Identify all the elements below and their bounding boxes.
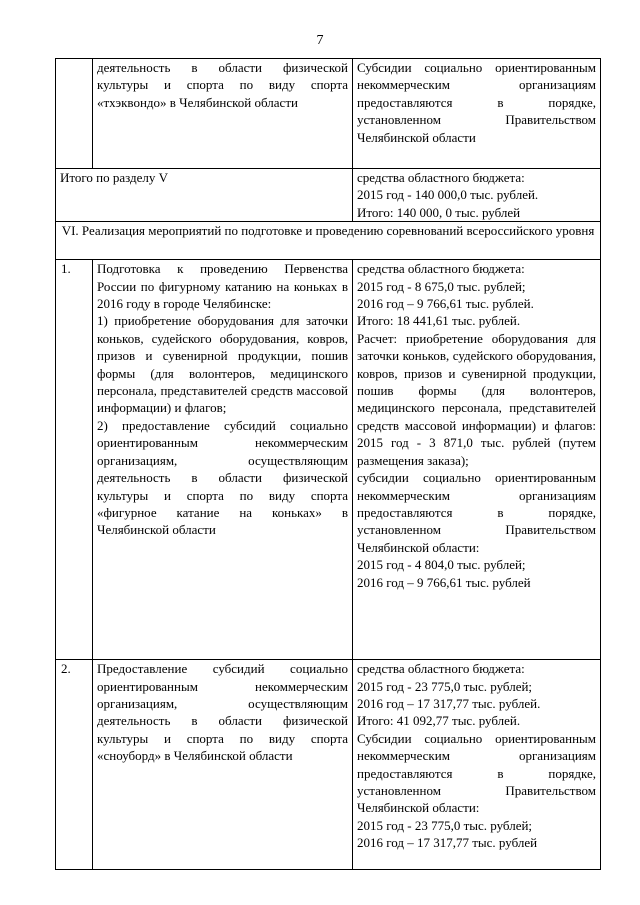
funding-line: 2015 год - 23 775,0 тыс. рублей; [357,678,533,694]
funding-line: 2015 год - 8 675,0 тыс. рублей; [357,278,526,294]
row-number-cell: 1. [56,260,93,660]
description-paragraph: Предоставление субсидий социально ориентированным некоммерческим организациям, осуществляющим деятельность в области физической культуры и спорта по виду спорта «сноуборд» в Челябинской области [97,661,348,764]
table-row-continuation [56,59,601,169]
section-vi-header-row [56,222,601,260]
funding-cell [353,660,601,870]
funding-cell [353,59,601,169]
page-number: 7 [316,33,324,48]
description-paragraph: 2) предоставление субсидий социально ориентированным некоммерческим организациям, осуществляющим деятельность в области физической культуры и спорта по виду спорта «фигурное катание на коньках» в Челябинской области [97,417,348,538]
funding-cell [353,260,601,660]
funding-line: 2015 год - 4 804,0 тыс. рублей; [357,557,526,573]
funding-line: средства областного бюджета: [357,261,525,277]
funding-line: Итого: 140 000, 0 тыс. рублей [357,204,521,220]
description-paragraph: 1) приобретение оборудования для заточки коньков, судейского оборудования, ковров, призов и сувенирной продукции, пошив формы (для волонтеров, медицинского персонала, представителей средств массовой информации) и флагов; [97,313,348,416]
section-vi-heading: VI. Реализация мероприятий по подготовке и проведению соревнований всероссийского уровня [56,222,601,260]
funding-line: 2015 год - 140 000,0 тыс. рублей. [357,187,539,203]
program-table [55,58,601,870]
funding-cell [353,169,601,222]
funding-line: Субсидии социально ориентированным некоммерческим организациям предоставляются в порядке, установленном Правительством Челябинской области: [357,730,596,816]
table-row [56,660,601,870]
funding-line: Итого: 41 092,77 тыс. рублей. [357,713,521,729]
measure-description [93,260,353,660]
funding-line: 2016 год – 9 766,61 тыс. рублей [357,574,531,590]
funding-line: 2016 год – 9 766,61 тыс. рублей. [357,296,534,312]
measure-description: деятельность в области физической культуры и спорта по виду спорта «тхэквондо» в Челябинской области [93,59,353,169]
funding-line: субсидии социально ориентированным некоммерческим организациям предоставляются в порядке, установленном Правительством Челябинской области: [357,470,596,555]
funding-line: 2015 год - 23 775,0 тыс. рублей; [357,817,533,833]
row-number-cell: 2. [56,660,93,870]
description-paragraph: Подготовка к проведению Первенства России по фигурному катанию на коньках в 2016 году в городе Челябинске: [97,261,348,312]
section-v-total-row [56,169,601,222]
funding-line: Субсидии социально ориентированным некоммерческим организациям предоставляются в порядке, установленном Правительством Челябинской области [357,60,596,145]
row-number-cell [56,59,93,169]
measure-description [93,660,353,870]
funding-line: средства областного бюджета: [357,170,525,185]
funding-line: Итого: 18 441,61 тыс. рублей. [357,313,521,329]
funding-line: средства областного бюджета: [357,661,525,677]
funding-line: 2016 год – 17 317,77 тыс. рублей. [357,696,541,712]
table-row [56,260,601,660]
section-v-total-label: Итого по разделу V [56,169,353,222]
funding-line: Расчет: приобретение оборудования для заточки коньков, судейского оборудования, ковров, призов и сувенирной продукции, пошив формы (для волонтеров, медицинского персонала, представителей средств массовой информации) и флагов: 2015 год - 3 871,0 тыс. рублей (путем размещения заказа); [357,330,596,468]
funding-line: 2016 год – 17 317,77 тыс. рублей [357,835,538,851]
